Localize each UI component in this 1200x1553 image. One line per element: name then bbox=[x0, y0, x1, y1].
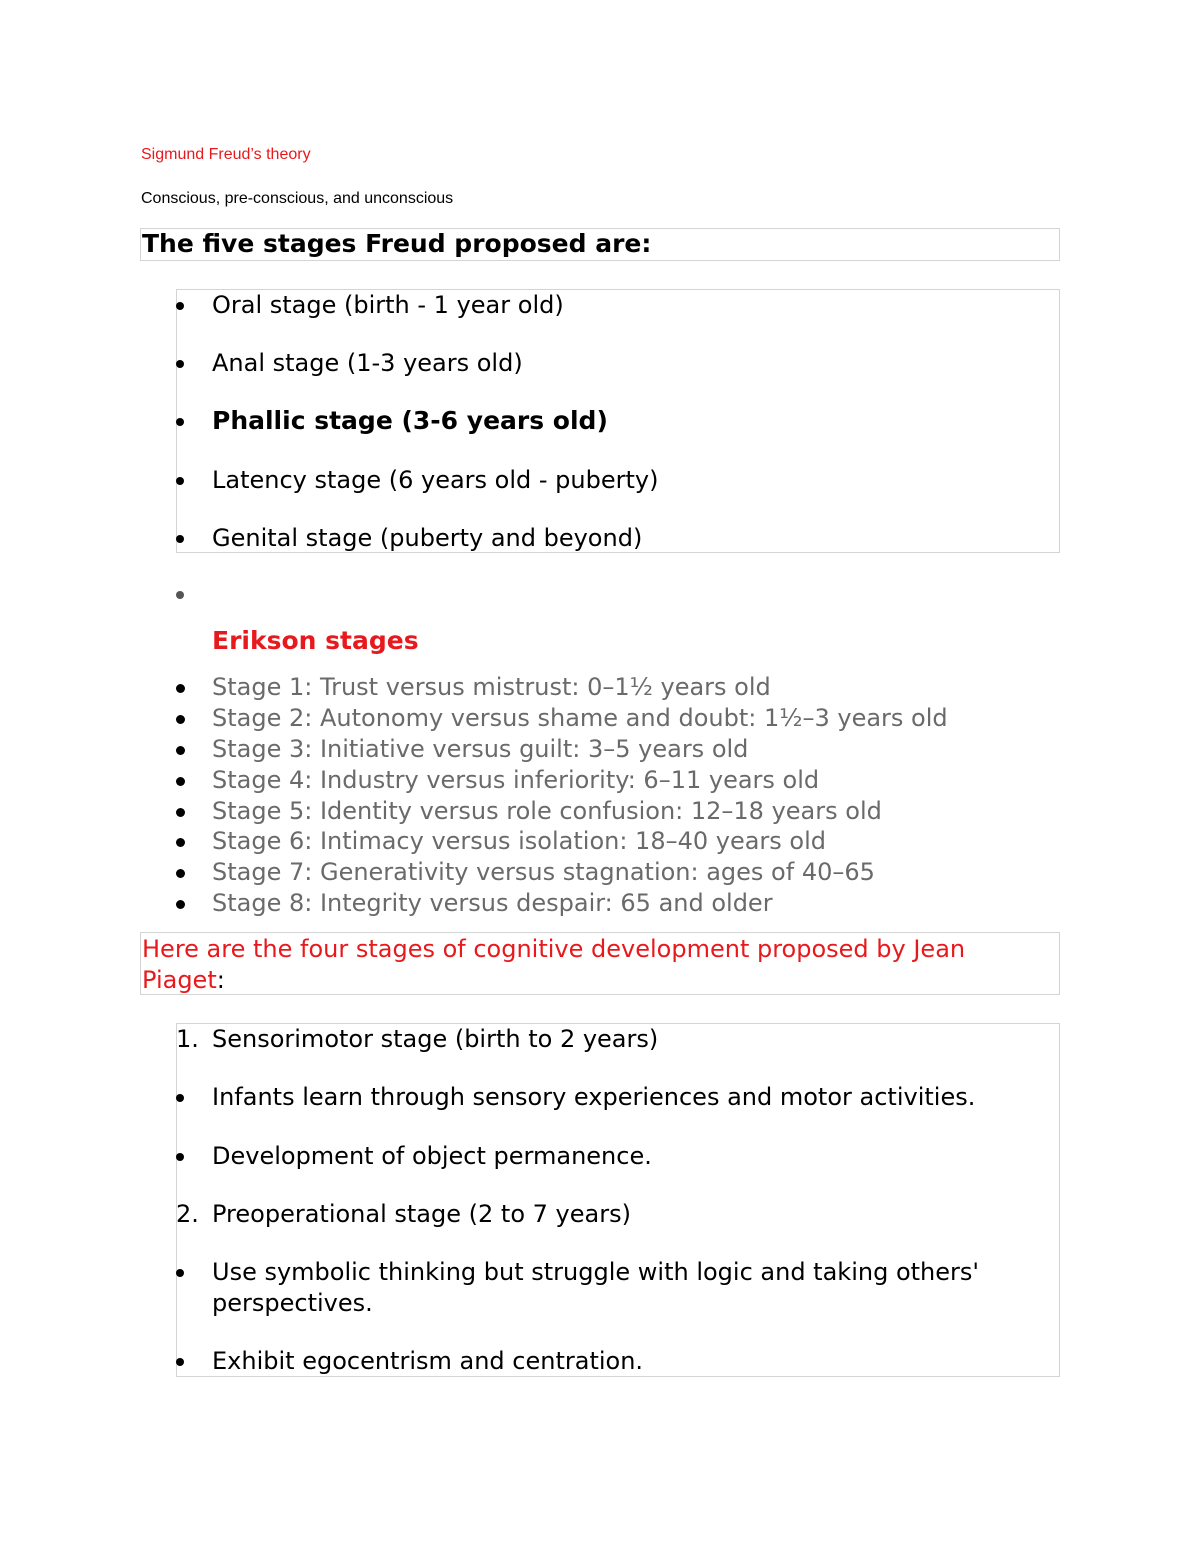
bullet-icon bbox=[176, 1094, 184, 1102]
bullet-icon bbox=[176, 684, 185, 693]
document-title: Sigmund Freud’s theory bbox=[141, 146, 311, 163]
bullet-icon bbox=[176, 302, 184, 310]
bullet-icon bbox=[176, 1153, 184, 1161]
bullet-icon bbox=[176, 808, 185, 817]
document-page: Sigmund Freud’s theory Conscious, pre-conscious, and unconscious The five stages Freud proposed are: Oral stage (birth - 1 year old) Anal stage (1-3 years old) Phallic stage (3-6 years old) Latency stage (6 years old - puberty) Genital stage (puberty and beyond) Erikson stages Stage 1: Trust versus mistrust: 0–1½ years old Stage 2: Autonomy versus shame and doubt: 1½–3 years old Stage 3: Initiative versus guilt: 3–5 years old Stage 4: Industry versus inferiority: 6–11 years old Stage 5: Identity versus role confusion: 12–18 years old Stage 6: Intimacy versus isolation: 18–40 years old Stage 7: Generativity versus stagnation: ages of 40–65 Stage 8: Integrity versus despair: 65 and older Here are the four stages of cognitive development proposed by Jean Piaget: 1. Sensorimotor stage (birth to 2 years) Infants learn through sensory experiences and motor activities. Development of object permanence. 2. Preoperational stage (2 to 7 years) Use symbolic thinking but struggle with logic and taking others' perspectives. Exhibit egocentrism and centration. bbox=[0, 0, 1200, 1553]
bullet-icon bbox=[176, 838, 185, 847]
piaget-heading-line2: Piaget: bbox=[142, 966, 225, 994]
bullet-icon bbox=[176, 535, 184, 543]
freud-heading: The five stages Freud proposed are: bbox=[142, 229, 652, 258]
bullet-icon bbox=[176, 591, 184, 599]
bullet-icon bbox=[176, 1358, 184, 1366]
erikson-heading: Erikson stages bbox=[212, 626, 419, 655]
piaget-heading-line1: Here are the four stages of cognitive development proposed by Jean bbox=[142, 935, 966, 963]
bullet-icon bbox=[176, 777, 185, 786]
document-subtitle: Conscious, pre-conscious, and unconscious bbox=[141, 190, 454, 207]
piaget-heading bbox=[142, 934, 965, 996]
bullet-icon bbox=[176, 477, 184, 485]
bullet-icon bbox=[176, 715, 185, 724]
bullet-icon bbox=[176, 869, 185, 878]
bullet-icon bbox=[176, 900, 185, 909]
bullet-icon bbox=[176, 360, 184, 368]
bullet-icon bbox=[176, 746, 185, 755]
bullet-icon bbox=[176, 1269, 184, 1277]
bullet-icon bbox=[176, 418, 184, 426]
